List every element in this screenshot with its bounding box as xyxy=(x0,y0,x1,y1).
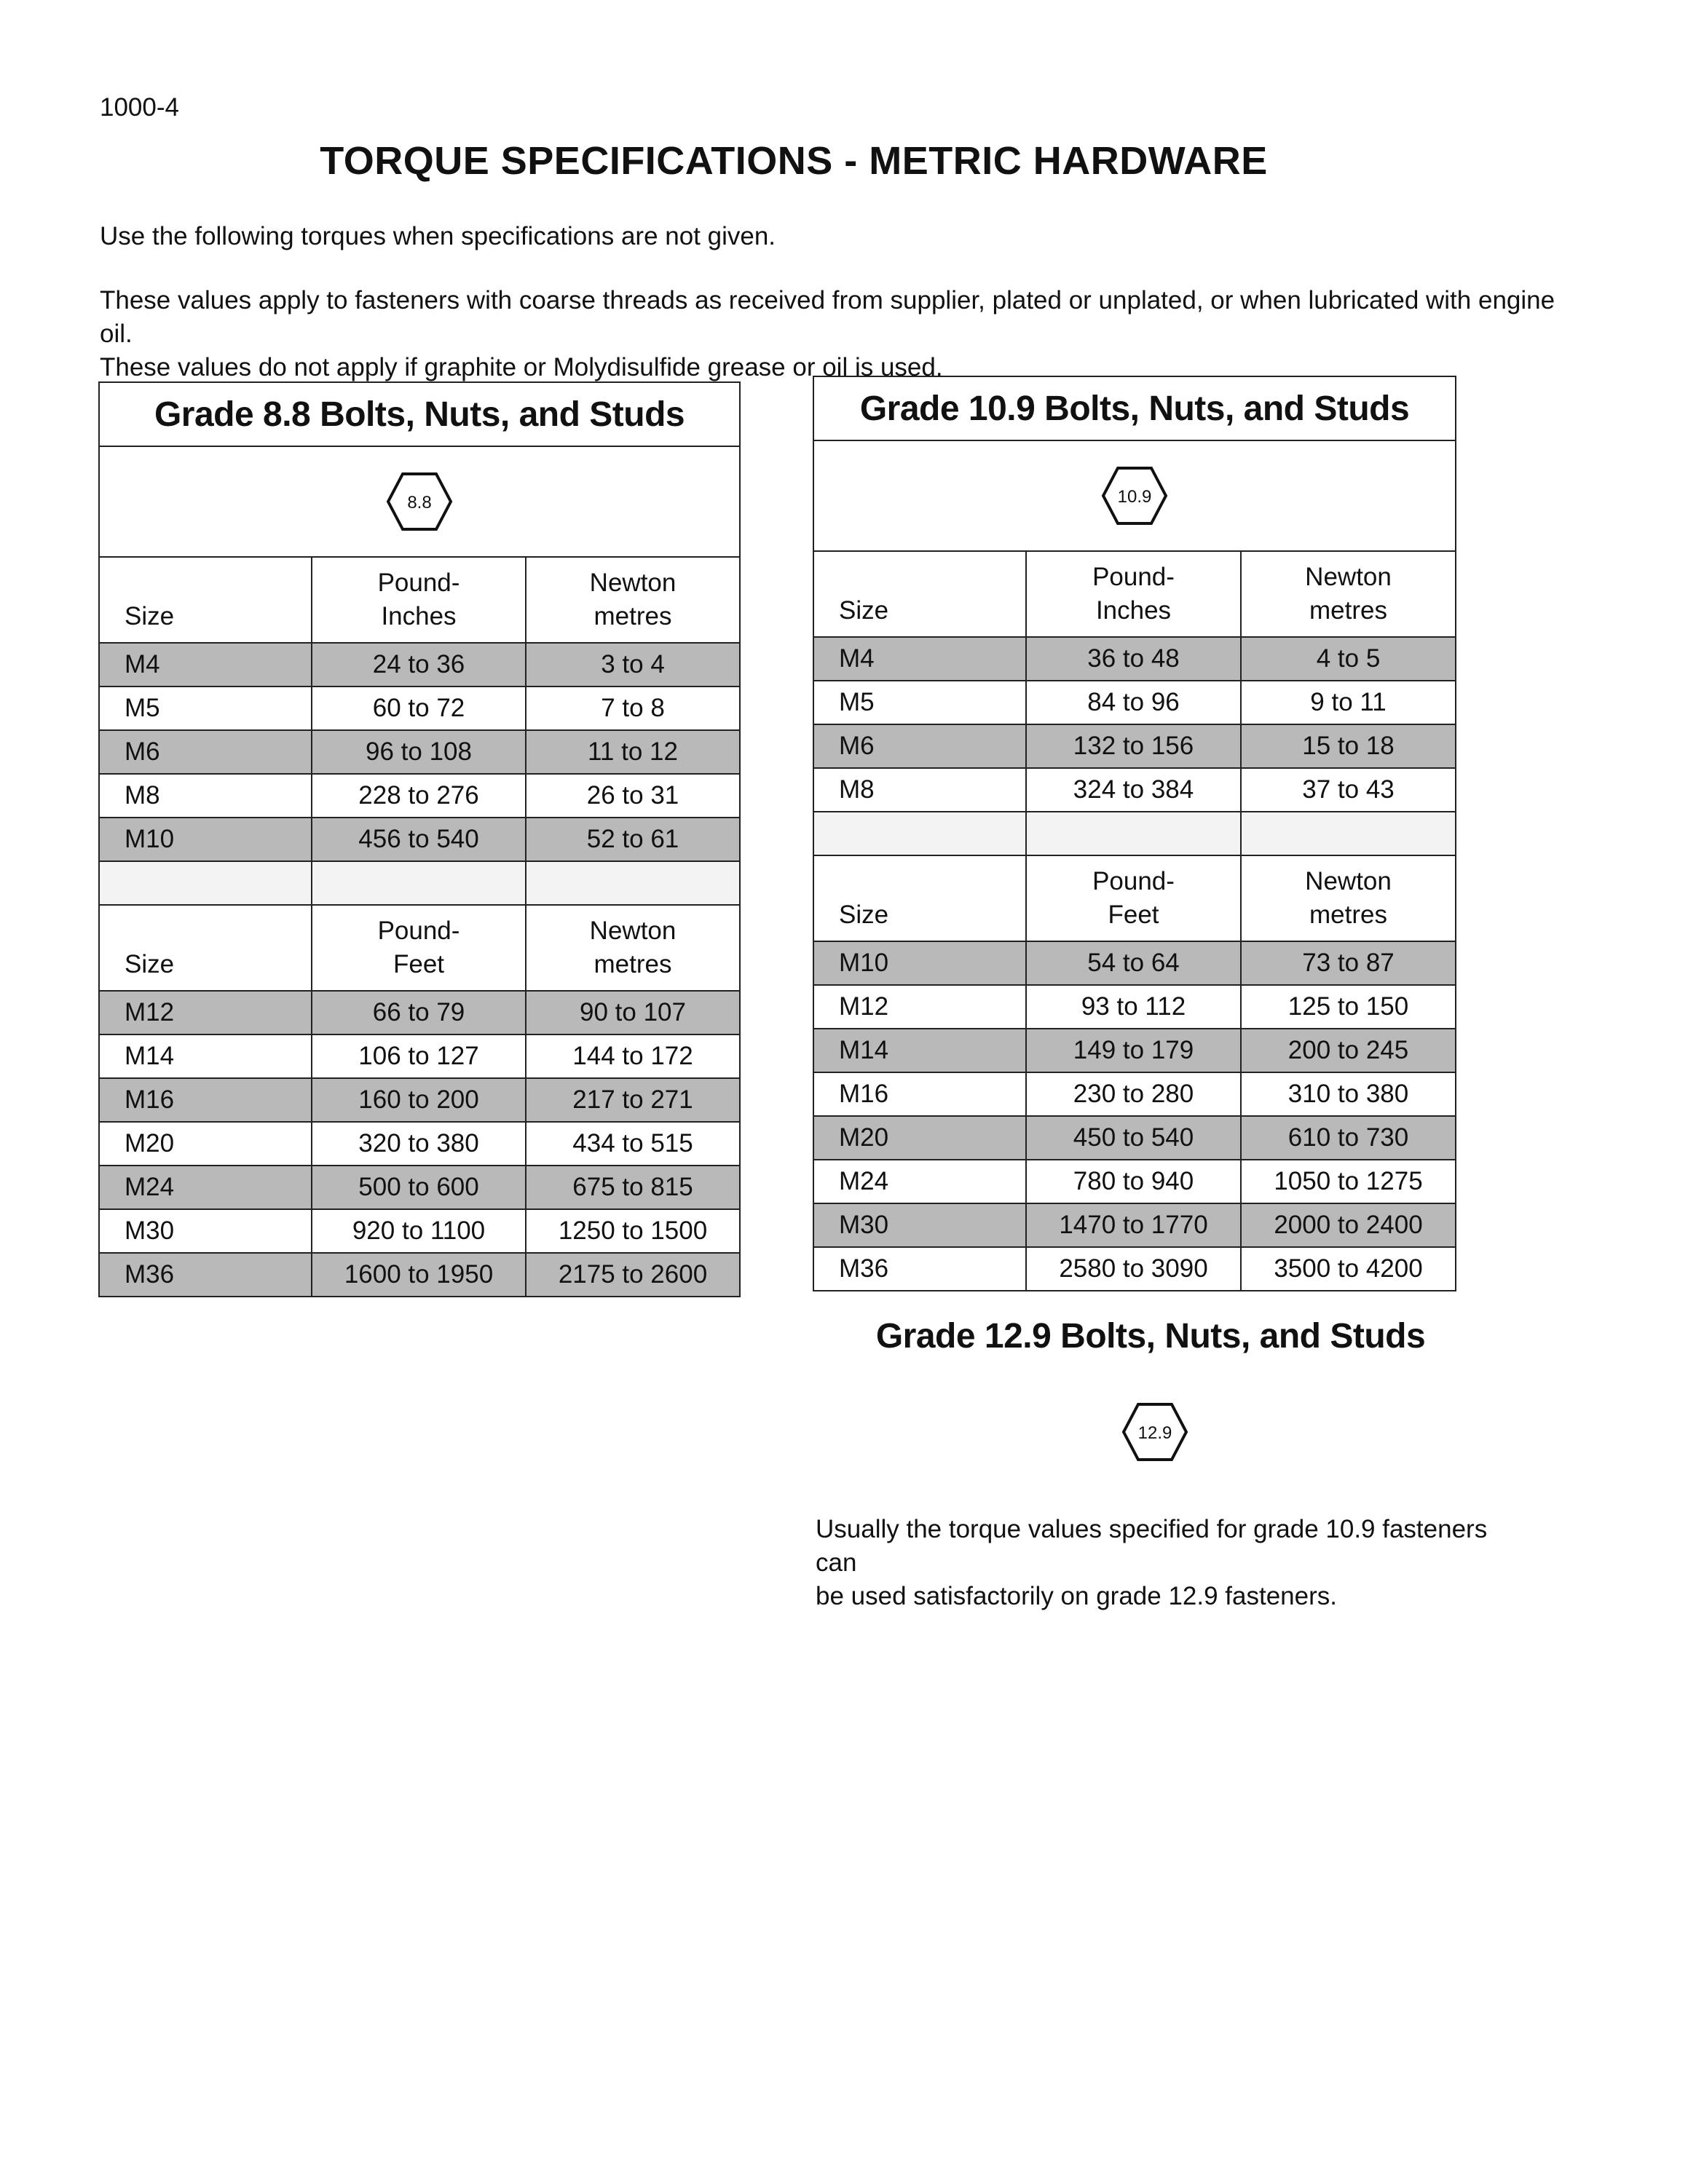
pound-torque-cell: 500 to 600 xyxy=(312,1166,526,1209)
table-row xyxy=(813,768,1456,812)
pound-torque-cell: 1600 to 1950 xyxy=(312,1253,526,1297)
newton-metre-cell: 73 to 87 xyxy=(1241,941,1456,985)
grade-8-8-table xyxy=(98,381,741,1297)
size-cell: M30 xyxy=(99,1209,312,1253)
size-cell: M12 xyxy=(99,991,312,1034)
header-english-line-2: Feet xyxy=(393,950,445,978)
table-row xyxy=(813,941,1456,985)
pound-torque-cell: 1470 to 1770 xyxy=(1026,1203,1241,1247)
table-row xyxy=(813,1247,1456,1291)
grade-12-9-badge xyxy=(1121,1402,1188,1465)
header-english xyxy=(1026,855,1241,941)
newton-metre-cell: 217 to 271 xyxy=(526,1078,740,1122)
size-cell: M24 xyxy=(813,1160,1026,1203)
pound-torque-cell: 456 to 540 xyxy=(312,818,526,861)
table-row xyxy=(99,1166,740,1209)
intro-line-3: These values do not apply if graphite or Molydisulfide grease or oil is used. xyxy=(100,353,943,381)
table-row xyxy=(99,1078,740,1122)
header-english-line-1: Pound- xyxy=(377,917,460,945)
header-english-line-2: Inches xyxy=(381,602,457,630)
size-cell: M14 xyxy=(99,1034,312,1078)
header-english-line-2: Inches xyxy=(1095,596,1172,625)
newton-metre-cell: 200 to 245 xyxy=(1241,1029,1456,1072)
table-header-row xyxy=(813,551,1456,637)
page-title: TORQUE SPECIFICATIONS - METRIC HARDWARE xyxy=(320,139,1268,183)
newton-metre-cell: 2175 to 2600 xyxy=(526,1253,740,1297)
header-english-line-1: Pound- xyxy=(1092,867,1175,895)
table-spacer-row xyxy=(813,812,1456,855)
pound-torque-cell: 93 to 112 xyxy=(1026,985,1241,1029)
table-row xyxy=(99,774,740,818)
table-row xyxy=(99,1034,740,1078)
size-cell: M24 xyxy=(99,1166,312,1209)
grade-12-9-note-line-1: Usually the torque values specified for grade 10.9 fasteners can xyxy=(816,1515,1488,1577)
size-cell: M12 xyxy=(813,985,1026,1029)
table-header-row xyxy=(99,557,740,643)
newton-metre-cell: 675 to 815 xyxy=(526,1166,740,1209)
table-row xyxy=(813,681,1456,724)
pound-torque-cell: 96 to 108 xyxy=(312,730,526,774)
newton-metre-cell: 26 to 31 xyxy=(526,774,740,818)
grade-8-8-badge-label: 8.8 xyxy=(407,493,432,513)
page-number: 1000-4 xyxy=(100,93,179,122)
pound-torque-cell: 66 to 79 xyxy=(312,991,526,1034)
header-metric xyxy=(526,557,740,643)
pound-torque-cell: 149 to 179 xyxy=(1026,1029,1241,1072)
header-size xyxy=(99,905,312,991)
newton-metre-cell: 144 to 172 xyxy=(526,1034,740,1078)
header-metric-line-2: metres xyxy=(593,950,672,978)
hexagon-bolt-icon xyxy=(1101,466,1168,526)
newton-metre-cell: 434 to 515 xyxy=(526,1122,740,1166)
table-row xyxy=(99,1253,740,1297)
grade-10-9-badge-cell xyxy=(813,440,1456,551)
newton-metre-cell: 90 to 107 xyxy=(526,991,740,1034)
pound-torque-cell: 36 to 48 xyxy=(1026,637,1241,681)
header-metric-line-2: metres xyxy=(1309,901,1387,929)
size-cell: M36 xyxy=(813,1247,1026,1291)
newton-metre-cell: 7 to 8 xyxy=(526,687,740,730)
newton-metre-cell: 3500 to 4200 xyxy=(1241,1247,1456,1291)
table-row xyxy=(813,1029,1456,1072)
newton-metre-cell: 15 to 18 xyxy=(1241,724,1456,768)
newton-metre-cell: 4 to 5 xyxy=(1241,637,1456,681)
table-spacer-row xyxy=(99,861,740,905)
grade-12-9-title: Grade 12.9 Bolts, Nuts, and Studs xyxy=(875,1317,1426,1356)
header-size-label: Size xyxy=(125,602,175,630)
header-metric xyxy=(1241,551,1456,637)
pound-torque-cell: 450 to 540 xyxy=(1026,1116,1241,1160)
grade-12-9-note xyxy=(816,1513,1515,1613)
header-size xyxy=(99,557,312,643)
table-row xyxy=(813,985,1456,1029)
grade-8-8-badge-cell xyxy=(99,446,740,557)
table-row xyxy=(813,1160,1456,1203)
size-cell: M16 xyxy=(813,1072,1026,1116)
grade-12-9-note-line-2: be used satisfactorily on grade 12.9 fasteners. xyxy=(816,1582,1337,1610)
size-cell: M14 xyxy=(813,1029,1026,1072)
header-metric xyxy=(526,905,740,991)
header-english-line-1: Pound- xyxy=(1092,563,1175,591)
pound-torque-cell: 60 to 72 xyxy=(312,687,526,730)
header-metric-line-1: Newton xyxy=(1305,563,1392,591)
header-english-line-1: Pound- xyxy=(377,569,460,597)
grade-10-9-title: Grade 10.9 Bolts, Nuts, and Studs xyxy=(813,376,1456,440)
grade-8-8-title: Grade 8.8 Bolts, Nuts, and Studs xyxy=(99,382,740,446)
size-cell: M20 xyxy=(813,1116,1026,1160)
newton-metre-cell: 9 to 11 xyxy=(1241,681,1456,724)
table-row xyxy=(99,643,740,687)
header-metric-line-1: Newton xyxy=(589,569,677,597)
table-row xyxy=(99,818,740,861)
table-header-row xyxy=(99,905,740,991)
newton-metre-cell: 1050 to 1275 xyxy=(1241,1160,1456,1203)
hexagon-bolt-icon xyxy=(386,472,453,531)
newton-metre-cell: 125 to 150 xyxy=(1241,985,1456,1029)
header-size xyxy=(813,551,1026,637)
pound-torque-cell: 324 to 384 xyxy=(1026,768,1241,812)
header-size-label: Size xyxy=(839,901,889,929)
intro-line-2: These values apply to fasteners with coarse threads as received from supplier, plated or unplated, or when lubricated with engine oil. xyxy=(100,286,1555,348)
intro-paragraph-1 xyxy=(100,220,1556,253)
hexagon-bolt-icon xyxy=(1121,1402,1188,1462)
size-cell: M16 xyxy=(99,1078,312,1122)
table-row xyxy=(813,1072,1456,1116)
header-english xyxy=(1026,551,1241,637)
table-row xyxy=(99,730,740,774)
table-row xyxy=(99,1122,740,1166)
table-row xyxy=(813,637,1456,681)
header-metric-line-1: Newton xyxy=(1305,867,1392,895)
pound-torque-cell: 132 to 156 xyxy=(1026,724,1241,768)
table-row xyxy=(813,1203,1456,1247)
pound-torque-cell: 54 to 64 xyxy=(1026,941,1241,985)
size-cell: M4 xyxy=(99,643,312,687)
size-cell: M5 xyxy=(99,687,312,730)
grade-10-9-table xyxy=(813,376,1456,1291)
size-cell: M20 xyxy=(99,1122,312,1166)
pound-torque-cell: 228 to 276 xyxy=(312,774,526,818)
newton-metre-cell: 310 to 380 xyxy=(1241,1072,1456,1116)
pound-torque-cell: 230 to 280 xyxy=(1026,1072,1241,1116)
table-row xyxy=(99,687,740,730)
header-english-line-2: Feet xyxy=(1108,901,1159,929)
intro-paragraph-2 xyxy=(100,284,1556,384)
grade-10-9-badge-label: 10.9 xyxy=(1117,487,1152,507)
header-metric-line-1: Newton xyxy=(589,917,677,945)
size-cell: M8 xyxy=(813,768,1026,812)
pound-torque-cell: 24 to 36 xyxy=(312,643,526,687)
size-cell: M5 xyxy=(813,681,1026,724)
table-row xyxy=(99,991,740,1034)
header-size-label: Size xyxy=(839,596,889,625)
newton-metre-cell: 2000 to 2400 xyxy=(1241,1203,1456,1247)
size-cell: M30 xyxy=(813,1203,1026,1247)
table-header-row xyxy=(813,855,1456,941)
table-row xyxy=(813,1116,1456,1160)
pound-torque-cell: 106 to 127 xyxy=(312,1034,526,1078)
size-cell: M8 xyxy=(99,774,312,818)
newton-metre-cell: 11 to 12 xyxy=(526,730,740,774)
newton-metre-cell: 610 to 730 xyxy=(1241,1116,1456,1160)
pound-torque-cell: 2580 to 3090 xyxy=(1026,1247,1241,1291)
pound-torque-cell: 160 to 200 xyxy=(312,1078,526,1122)
header-size xyxy=(813,855,1026,941)
size-cell: M10 xyxy=(99,818,312,861)
grade-12-9-badge-label: 12.9 xyxy=(1137,1423,1172,1443)
size-cell: M6 xyxy=(99,730,312,774)
size-cell: M36 xyxy=(99,1253,312,1297)
intro-line-1: Use the following torques when specifications are not given. xyxy=(100,222,776,250)
header-english xyxy=(312,905,526,991)
size-cell: M4 xyxy=(813,637,1026,681)
pound-torque-cell: 780 to 940 xyxy=(1026,1160,1241,1203)
table-row xyxy=(99,1209,740,1253)
table-row xyxy=(813,724,1456,768)
size-cell: M10 xyxy=(813,941,1026,985)
newton-metre-cell: 3 to 4 xyxy=(526,643,740,687)
newton-metre-cell: 37 to 43 xyxy=(1241,768,1456,812)
header-size-label: Size xyxy=(125,950,175,978)
pound-torque-cell: 320 to 380 xyxy=(312,1122,526,1166)
header-metric-line-2: metres xyxy=(593,602,672,630)
newton-metre-cell: 1250 to 1500 xyxy=(526,1209,740,1253)
pound-torque-cell: 920 to 1100 xyxy=(312,1209,526,1253)
header-metric-line-2: metres xyxy=(1309,596,1387,625)
newton-metre-cell: 52 to 61 xyxy=(526,818,740,861)
header-metric xyxy=(1241,855,1456,941)
pound-torque-cell: 84 to 96 xyxy=(1026,681,1241,724)
header-english xyxy=(312,557,526,643)
size-cell: M6 xyxy=(813,724,1026,768)
